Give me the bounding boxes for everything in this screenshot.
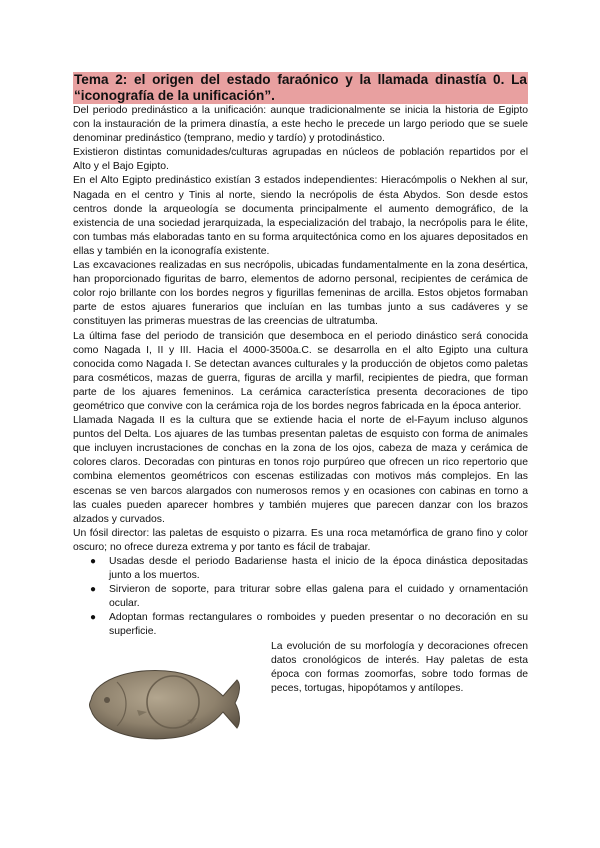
list-item xyxy=(87,555,528,583)
list-item-text: Sirvieron de soporte, para triturar sobre ellas galena para el cuidado y ornamentación ocular. xyxy=(109,584,528,610)
paragraph-excavations: Las excavaciones realizadas en sus necrópolis, ubicadas fundamentalmente en la zona desértica, han proporcionado figuritas de barro, elementos de adorno personal, recipientes de cerámica de color rojo brillante con los bordes negros y figurillas femeninas de arcilla. Estos objetos formaban parte de estos ajuares funerarios que incluían en las tumbas junto a sus cadáveres y se constituyen las primeras muestras de las creencias de ultratumba. xyxy=(73,260,528,328)
paragraph-nagada-ii: Llamada Nagada II es la cultura que se extiende hacia el norte de el-Fayum incluso algunos puntos del Delta. Los ajuares de las tumbas presentan paletas de esquisto con forma de animales que incluyen incrustaciones de conchas en la zona de los ojos, cabeza de maza y cerámica de colores claros. Decoradas con pinturas en tonos rojo purpúreo que ofrecen un rico repertorio que combina elementos geométricos con escenas estilizadas con motivos más complejos. En las escenas se ven barcos alargados con numerosos remos y en ocasiones con cabinas en torno a las cuales pueden aparecer hombres y también mujeres que parecen danzar con los brazos alzados y curvados. xyxy=(73,415,528,525)
document-page xyxy=(73,72,528,760)
bullet-list xyxy=(73,555,528,640)
paragraph-upper-egypt: En el Alto Egipto predinástico existían 3 estados independientes: Hieracómpolis o Nekhen al sur, Nagada en el centro y Tinis al norte, siendo la necrópolis de ésta Abydos. Son desde estos centros donde la arqueología se documenta principalmente el aumento demográfico, de la existencia de una sociedad jerarquizada, la especialización del trabajo, la necrópolis para le élite, con tumbas más elaboradas tanto en su forma arquitectónica como en los ajuares depositados en ellas y también en la iconografía existente. xyxy=(73,175,528,257)
paragraph-palettes: Un fósil director: las paletas de esquisto o pizarra. Es una roca metamórfica de grano fino y color oscuro; no ofrece dureza extrema y por tanto es fácil de trabajar. xyxy=(73,527,528,553)
bullet-icon: ● xyxy=(90,556,97,567)
bullet-icon: ● xyxy=(90,612,97,624)
page-title: Tema 2: el origen del estado faraónico y la llamada dinastía 0. La “iconografía de la unificación”. xyxy=(74,72,527,103)
list-item-text: Adoptan formas rectangulares o romboides y pueden presentar o no decoración en su superficie. xyxy=(109,612,528,638)
list-item xyxy=(87,583,528,611)
list-item xyxy=(87,611,528,639)
side-paragraph: La evolución de su morfología y decoraciones ofrecen datos cronológicos de interés. Hay paletas de esta época con formas zoomorfas, sobre todo formas de peces, tortugas, hipopótamos y antílopes. xyxy=(271,640,528,694)
list-item-text: Usadas desde el periodo Badariense hasta el inicio de la época dinástica depositadas junto a los muertos. xyxy=(109,556,528,582)
bullet-icon: ● xyxy=(90,584,97,596)
paragraph-communities: Existieron distintas comunidades/culturas agrupadas en núcleos de población repartidos por el Alto y el Bajo Egipto. xyxy=(73,147,528,173)
figure-row xyxy=(73,640,528,760)
paragraph-intro: Del periodo predinástico a la unificación: aunque tradicionalmente se inicia la historia de Egipto con la instauración de la primera dinastía, a este hecho le precede un largo periodo que se suele denominar predinástico (temprano, medio y tardío) y protodinástico. xyxy=(73,105,528,145)
fish-palette-image xyxy=(77,660,243,746)
paragraph-nagada-i: La última fase del periodo de transición que desemboca en el periodo dinástico será conocida como Nagada I, II y III. Hacia el 4000-3500a.C. se desarrolla en el alto Egipto una cultura conocida como Nagada I. Se detectan avances culturales y la producción de objetos como paletas para cosméticos, mazas de guerra, figuras de arcilla y marfil, recipientes de piedra, que forman parte de los ajuares femeninos. La cerámica característica presenta decoraciones de tipo geométrico que convive con la cerámica roja de los bordes negros fabricada en la época anterior. xyxy=(73,330,528,412)
